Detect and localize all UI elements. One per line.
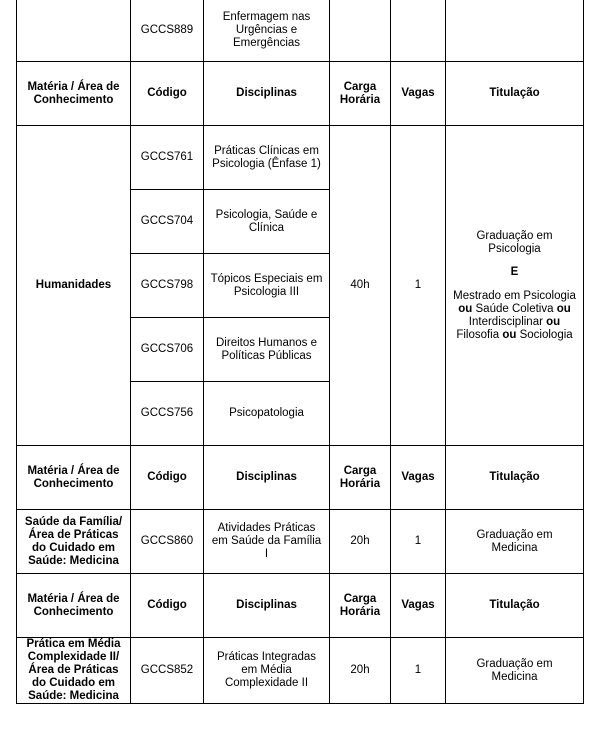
- header-code: Código: [131, 62, 204, 126]
- vacancies-table: [16, 0, 584, 704]
- qualification-and: E: [510, 265, 519, 278]
- area-cell: Saúde da Família/Área de Práticas do Cuidado em Saúde: Medicina: [17, 510, 131, 574]
- code-cell: GCCS704: [131, 190, 204, 254]
- qualification-graduation: Graduação em Psicologia: [476, 229, 553, 255]
- table-row: [17, 638, 584, 704]
- qualification-cell: Graduação em Medicina: [446, 510, 584, 574]
- vacancies-cell: 1: [391, 510, 446, 574]
- vacancies-cell-empty: [391, 0, 446, 62]
- discipline-cell: Psicopatologia: [204, 382, 330, 446]
- header-qualification: Titulação: [446, 446, 584, 510]
- qualification-cell-empty: [446, 0, 584, 62]
- discipline-cell: Direitos Humanos e Políticas Públicas: [204, 318, 330, 382]
- header-area: Matéria / Área de Conhecimento: [17, 574, 131, 638]
- code-cell: GCCS860: [131, 510, 204, 574]
- or-conjunction: ou: [556, 302, 571, 315]
- area-cell: Humanidades: [17, 126, 131, 446]
- header-qualification: Titulação: [446, 62, 584, 126]
- code-cell: GCCS706: [131, 318, 204, 382]
- header-vacancies: Vagas: [391, 574, 446, 638]
- masters-option: Saúde Coletiva: [475, 302, 554, 315]
- masters-option: Interdisciplinar: [468, 315, 543, 328]
- code-cell: GCCS852: [131, 638, 204, 704]
- header-vacancies: Vagas: [391, 62, 446, 126]
- masters-option: Sociologia: [519, 328, 573, 341]
- masters-option: Filosofia: [456, 328, 500, 341]
- header-row: [17, 446, 584, 510]
- header-disciplines: Disciplinas: [204, 62, 330, 126]
- header-code: Código: [131, 574, 204, 638]
- header-disciplines: Disciplinas: [204, 446, 330, 510]
- header-qualification: Titulação: [446, 574, 584, 638]
- header-workload: Carga Horária: [330, 574, 391, 638]
- qualification-cell: [446, 126, 584, 446]
- discipline-cell: Práticas Clínicas em Psicologia (Ênfase 1): [204, 126, 330, 190]
- qualification-cell: Graduação em Medicina: [446, 638, 584, 704]
- or-conjunction: ou: [546, 315, 561, 328]
- table-row: [17, 0, 584, 62]
- qualification-masters: [452, 290, 577, 342]
- or-conjunction: ou: [502, 328, 517, 341]
- code-cell: GCCS756: [131, 382, 204, 446]
- header-code: Código: [131, 446, 204, 510]
- workload-cell-empty: [330, 0, 391, 62]
- or-conjunction: ou: [458, 302, 473, 315]
- header-vacancies: Vagas: [391, 446, 446, 510]
- header-area: Matéria / Área de Conhecimento: [17, 446, 131, 510]
- header-workload: Carga Horária: [330, 446, 391, 510]
- workload-cell: 40h: [330, 126, 391, 446]
- discipline-cell: Enfermagem nas Urgências e Emergências: [204, 0, 330, 62]
- header-workload: Carga Horária: [330, 62, 391, 126]
- vacancies-cell: 1: [391, 638, 446, 704]
- header-area: Matéria / Área de Conhecimento: [17, 62, 131, 126]
- table-row: [17, 510, 584, 574]
- code-cell: GCCS761: [131, 126, 204, 190]
- header-row: [17, 574, 584, 638]
- vacancies-cell: 1: [391, 126, 446, 446]
- workload-cell: 20h: [330, 510, 391, 574]
- header-row: [17, 62, 584, 126]
- area-cell: Prática em Média Complexidade II/Área de Práticas do Cuidado em Saúde: Medicina: [17, 638, 131, 704]
- header-disciplines: Disciplinas: [204, 574, 330, 638]
- masters-option: Mestrado em Psicologia: [453, 289, 576, 302]
- code-cell: GCCS889: [131, 0, 204, 62]
- discipline-cell: Atividades Práticas em Saúde da Família I: [204, 510, 330, 574]
- area-cell-empty: [17, 0, 131, 62]
- code-cell: GCCS798: [131, 254, 204, 318]
- discipline-cell: Práticas Integradas em Média Complexidade II: [204, 638, 330, 704]
- workload-cell: 20h: [330, 638, 391, 704]
- discipline-cell: Tópicos Especiais em Psicologia III: [204, 254, 330, 318]
- table-row: [17, 126, 584, 190]
- discipline-cell: Psicologia, Saúde e Clínica: [204, 190, 330, 254]
